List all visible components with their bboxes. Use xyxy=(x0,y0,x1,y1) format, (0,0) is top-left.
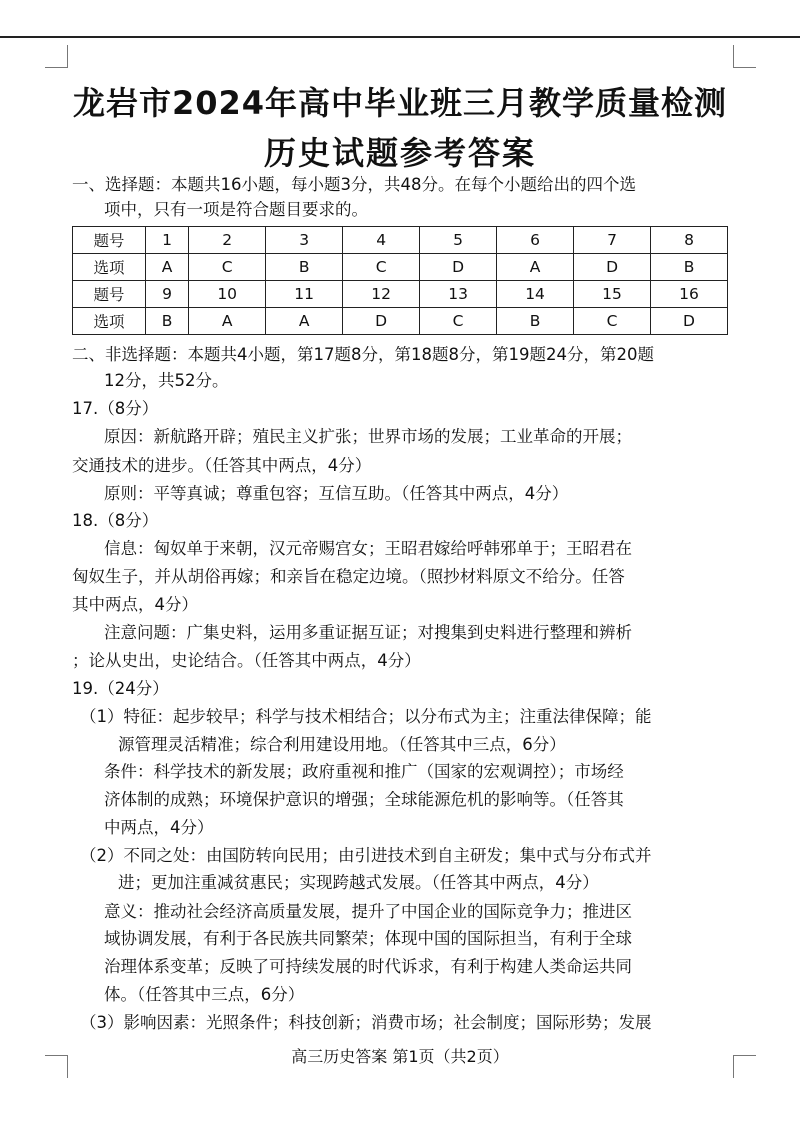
table-cell: 14 xyxy=(497,281,574,308)
row-header: 题号 xyxy=(73,281,146,308)
q17-line: 交通技术的进步。（任答其中两点，4分） xyxy=(72,456,372,475)
table-row xyxy=(73,308,728,335)
table-cell: C xyxy=(343,254,420,281)
table-cell: 16 xyxy=(651,281,728,308)
row-header: 选项 xyxy=(73,254,146,281)
q19-part1-line: （1）特征：起步较早；科学与技术相结合；以分布式为主；注重法律保障；能 xyxy=(80,707,652,726)
table-cell: D xyxy=(651,308,728,335)
q18-heading: 18.（8分） xyxy=(72,511,159,530)
table-row xyxy=(73,254,728,281)
table-cell: C xyxy=(189,254,266,281)
q19-heading: 19.（24分） xyxy=(72,679,169,698)
q19-part1-line: 条件：科学技术的新发展；政府重视和推广（国家的宏观调控）；市场经 xyxy=(104,762,624,781)
table-cell: 6 xyxy=(497,227,574,254)
table-cell: D xyxy=(574,254,651,281)
table-cell: A xyxy=(146,254,189,281)
table-cell: 4 xyxy=(343,227,420,254)
section1-heading-cont: 项中，只有一项是符合题目要求的。 xyxy=(104,200,368,219)
table-cell: D xyxy=(343,308,420,335)
table-cell: 1 xyxy=(146,227,189,254)
table-cell: A xyxy=(189,308,266,335)
table-cell: B xyxy=(146,308,189,335)
q18-line: 信息：匈奴单于来朝，汉元帝赐宫女；王昭君嫁给呼韩邪单于；王昭君在 xyxy=(104,539,632,558)
table-cell: 5 xyxy=(420,227,497,254)
q19-part2-line: 域协调发展，有利于各民族共同繁荣；体现中国的国际担当，有利于全球 xyxy=(104,929,632,948)
q19-part1-line: 源管理灵活精准；综合利用建设用地。（任答其中三点，6分） xyxy=(118,735,566,754)
q19-part2-line: 治理体系变革；反映了可持续发展的时代诉求，有利于构建人类命运共同 xyxy=(104,957,632,976)
table-cell: 12 xyxy=(343,281,420,308)
table-cell: 10 xyxy=(189,281,266,308)
table-cell: 13 xyxy=(420,281,497,308)
table-cell: B xyxy=(651,254,728,281)
page-footer: 高三历史答案 第1页（共2页） xyxy=(291,1047,509,1066)
q19-part1-line: 中两点，4分） xyxy=(104,818,214,837)
q19-part3-line: （3）影响因素：光照条件；科技创新；消费市场；社会制度；国际形势；发展 xyxy=(80,1013,652,1032)
q17-heading: 17.（8分） xyxy=(72,399,159,418)
table-row xyxy=(73,281,728,308)
q18-line: 匈奴生子，并从胡俗再嫁；和亲旨在稳定边境。（照抄材料原文不给分。任答 xyxy=(72,567,625,586)
table-row xyxy=(73,227,728,254)
q19-part2-line: 意义：推动社会经济高质量发展，提升了中国企业的国际竞争力；推进区 xyxy=(104,902,632,921)
q18-line: ；论从史出，史论结合。（任答其中两点，4分） xyxy=(72,651,421,670)
table-cell: C xyxy=(420,308,497,335)
q19-part2-line: 体。（任答其中三点，6分） xyxy=(104,985,305,1004)
table-cell: A xyxy=(497,254,574,281)
row-header: 选项 xyxy=(73,308,146,335)
section2-heading: 二、非选择题：本题共4小题，第17题8分，第18题8分，第19题24分，第20题 xyxy=(72,345,654,364)
crop-mark-top-right xyxy=(733,45,756,68)
table-cell: 15 xyxy=(574,281,651,308)
document-subtitle: 历史试题参考答案 xyxy=(263,134,536,172)
table-cell: C xyxy=(574,308,651,335)
section2-heading-cont: 12分，共52分。 xyxy=(104,371,229,390)
q17-line: 原则：平等真诚；尊重包容；互信互助。（任答其中两点，4分） xyxy=(104,484,569,503)
table-cell: 2 xyxy=(189,227,266,254)
crop-mark-top-left xyxy=(45,45,68,68)
table-cell: A xyxy=(266,308,343,335)
table-cell: 9 xyxy=(146,281,189,308)
table-cell: B xyxy=(497,308,574,335)
answer-table xyxy=(72,226,728,335)
document-title: 龙岩市2024年高中毕业班三月教学质量检测 xyxy=(72,84,728,122)
q19-part2-line: 进；更加注重减贫惠民；实现跨越式发展。（任答其中两点，4分） xyxy=(118,873,599,892)
q18-line: 其中两点，4分） xyxy=(72,595,198,614)
q18-line: 注意问题：广集史料，运用多重证据互证；对搜集到史料进行整理和辨析 xyxy=(104,623,632,642)
table-cell: 8 xyxy=(651,227,728,254)
table-cell: B xyxy=(266,254,343,281)
top-border-line xyxy=(0,36,800,38)
row-header: 题号 xyxy=(73,227,146,254)
table-cell: 11 xyxy=(266,281,343,308)
table-cell: 3 xyxy=(266,227,343,254)
q17-line: 原因：新航路开辟；殖民主义扩张；世界市场的发展；工业革命的开展； xyxy=(104,427,632,446)
q19-part1-line: 济体制的成熟；环境保护意识的增强；全球能源危机的影响等。（任答其 xyxy=(104,790,624,809)
table-cell: D xyxy=(420,254,497,281)
table-cell: 7 xyxy=(574,227,651,254)
section1-heading: 一、选择题：本题共16小题，每小题3分，共48分。在每个小题给出的四个选 xyxy=(72,175,636,194)
q19-part2-line: （2）不同之处：由国防转向民用；由引进技术到自主研发；集中式与分布式并 xyxy=(80,846,652,865)
